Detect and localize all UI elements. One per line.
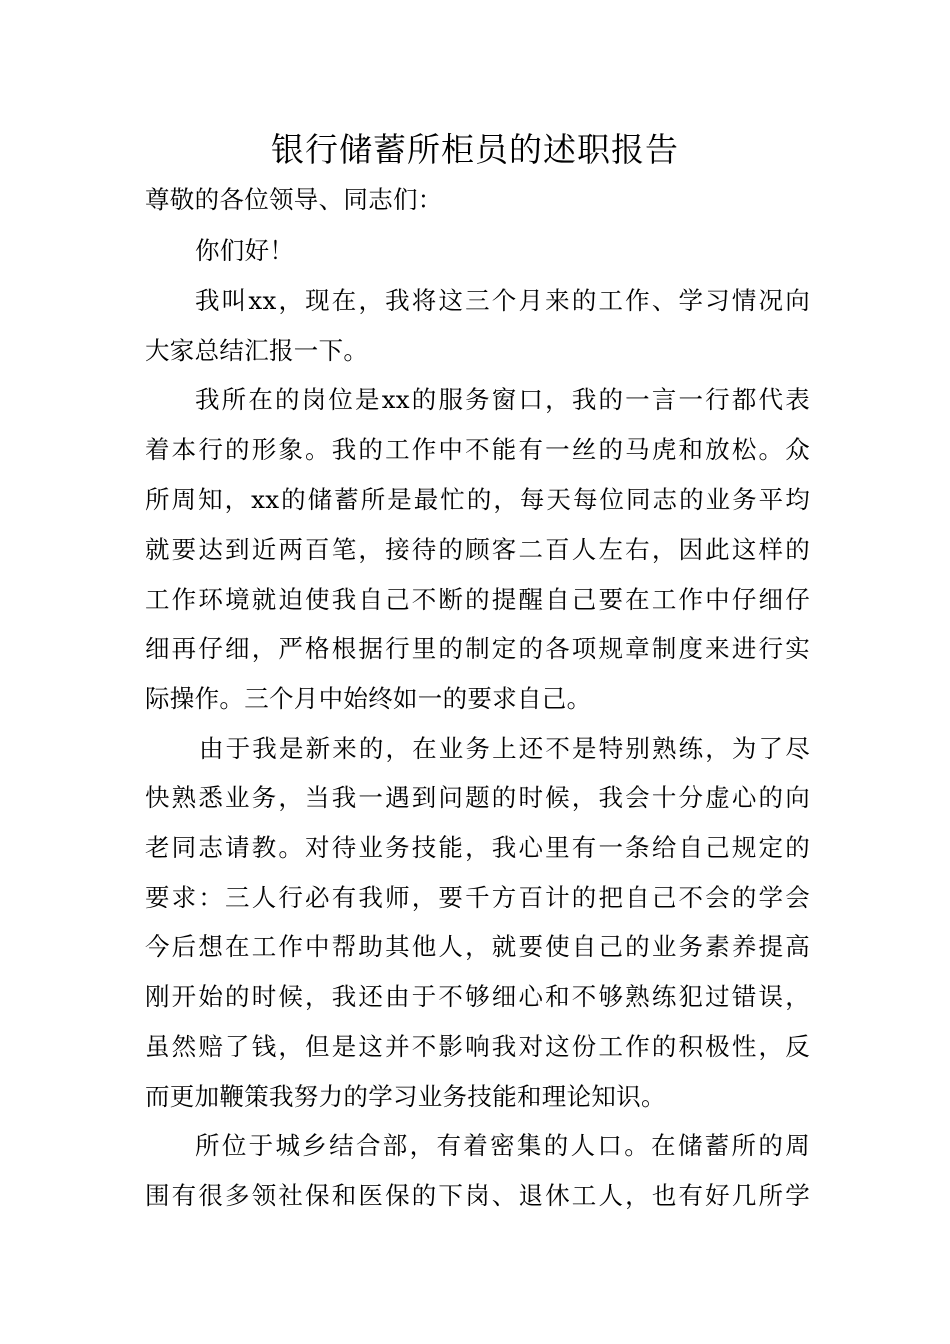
paragraph-line: 工作环境就迫使我自己不断的提醒自己要在工作中仔细仔	[145, 585, 810, 614]
paragraph-line: 今后想在工作中帮助其他人，就要使自己的业务素养提高	[145, 932, 810, 961]
paragraph-line: 所位于城乡结合部，有着密集的人口。在储蓄所的周	[195, 1131, 810, 1160]
paragraph-line: 快熟悉业务，当我一遇到问题的时候，我会十分虚心的向	[145, 783, 810, 812]
paragraph-line: 着本行的形象。我的工作中不能有一丝的马虎和放松。众	[145, 435, 810, 464]
paragraph-line: 老同志请教。对待业务技能，我心里有一条给自己规定的	[145, 833, 810, 862]
document-title: 银行储蓄所柜员的述职报告	[271, 130, 679, 169]
paragraph-line: 大家总结汇报一下。	[145, 336, 369, 365]
paragraph-line: 所周知，xx的储蓄所是最忙的，每天每位同志的业务平均	[145, 485, 810, 514]
paragraph-line: 我所在的岗位是xx的服务窗口，我的一言一行都代表	[195, 385, 810, 414]
paragraph-line: 我叫xx，现在，我将这三个月来的工作、学习情况向	[195, 286, 810, 315]
paragraph-line: 际操作。三个月中始终如一的要求自己。	[145, 684, 592, 713]
paragraph-line: 就要达到近两百笔，接待的顾客二百人左右，因此这样的	[145, 535, 810, 564]
salutation: 尊敬的各位领导、同志们：	[145, 185, 443, 214]
paragraph-line: 虽然赔了钱，但是这并不影响我对这份工作的积极性，反	[145, 1032, 810, 1061]
paragraph-line: 由于我是新来的，在业务上还不是特别熟练，为了尽	[199, 734, 810, 763]
paragraph-line: 细再仔细，严格根据行里的制定的各项规章制度来进行实	[145, 634, 810, 663]
paragraph-line: 而更加鞭策我努力的学习业务技能和理论知识。	[145, 1082, 666, 1111]
paragraph-line: 要求：三人行必有我师，要千方百计的把自己不会的学会	[145, 883, 810, 912]
paragraph-line: 围有很多领社保和医保的下岗、退休工人，也有好几所学	[145, 1181, 810, 1210]
greeting: 你们好！	[195, 236, 295, 265]
paragraph-line: 刚开始的时候，我还由于不够细心和不够熟练犯过错误，	[145, 982, 810, 1011]
